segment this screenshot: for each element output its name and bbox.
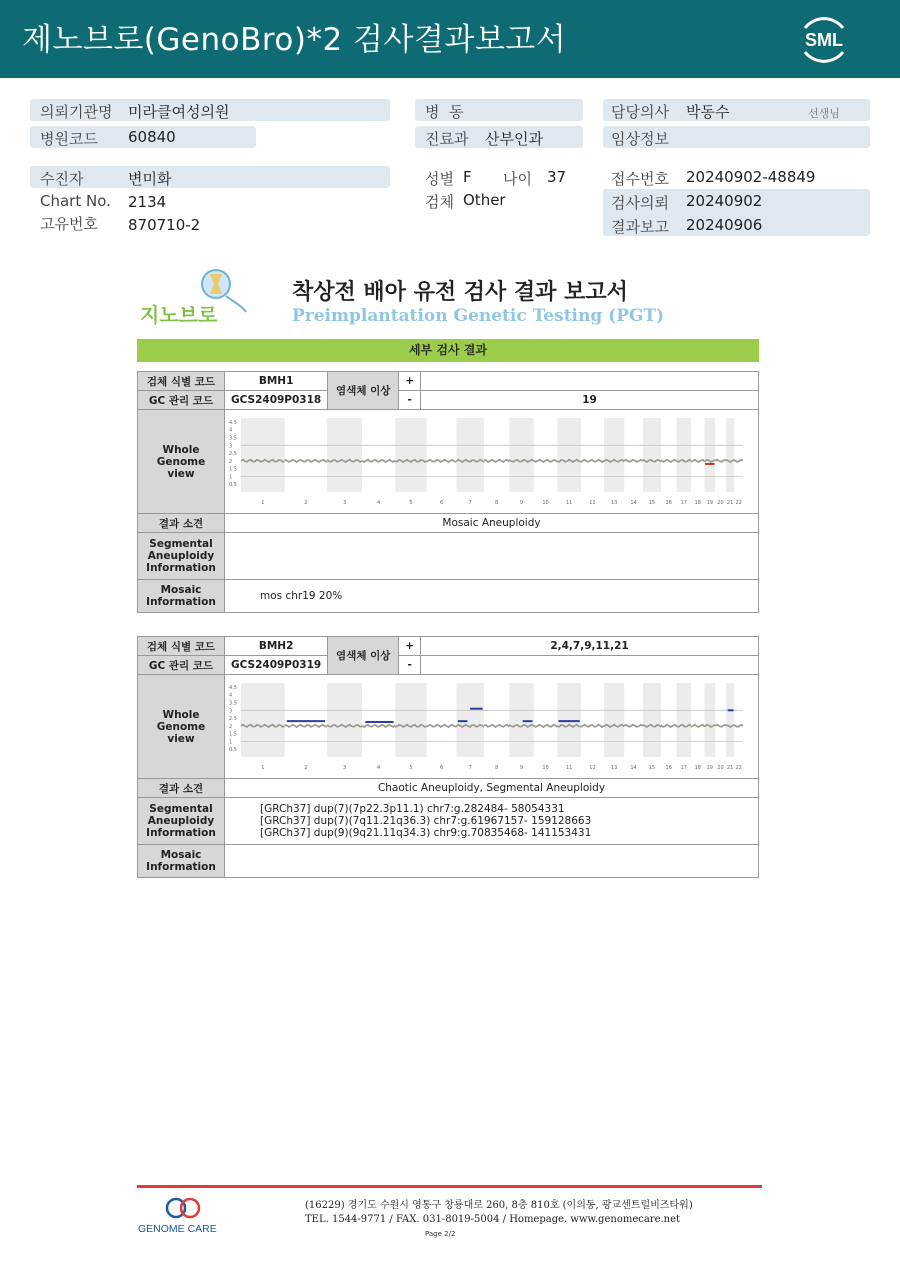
genobro-logo-icon <box>138 262 253 330</box>
chromosome-band <box>643 418 661 492</box>
minus-value <box>421 656 759 675</box>
y-tick-label: 1.5 <box>229 731 237 738</box>
sml-logo-icon <box>797 12 851 66</box>
x-tick-label: 7 <box>468 765 472 771</box>
x-tick-label: 8 <box>494 500 499 506</box>
x-tick-label: 7 <box>468 500 472 506</box>
mosaic-text <box>225 845 759 878</box>
chromosome-band <box>456 683 484 757</box>
y-tick-label: 2 <box>229 458 233 465</box>
x-tick-label: 5 <box>409 500 413 506</box>
genome-plot-cell <box>225 410 759 514</box>
copy-number-trace <box>624 725 643 727</box>
copy-number-trace <box>624 460 643 462</box>
x-tick-label: 20 <box>717 765 724 771</box>
genome-care-logo-icon <box>138 1196 228 1236</box>
specimen: Other <box>463 191 506 209</box>
x-tick-label: 21 <box>726 765 734 771</box>
report-title: 제노브로(GenoBro)*2 검사결과보고서 <box>22 22 567 58</box>
chrom-abn-label: 염색체 이상 <box>328 637 399 675</box>
sex-label: 성별 <box>425 170 454 188</box>
x-tick-label: 9 <box>519 765 524 771</box>
dept: 산부인과 <box>485 130 543 148</box>
copy-number-trace <box>362 725 395 728</box>
age-label: 나이 <box>503 170 532 188</box>
svg-text:GENOME CARE: GENOME CARE <box>138 1223 217 1235</box>
x-tick-label: 4 <box>377 500 381 506</box>
result-text: Mosaic Aneuploidy <box>225 514 759 533</box>
minus-value: 19 <box>421 391 759 410</box>
minus-label: - <box>399 391 421 410</box>
chart-label: Chart No. <box>40 192 111 210</box>
result-label: 결과 소견 <box>138 514 225 533</box>
segmental-label: Segmental Aneuploidy Information <box>138 798 225 845</box>
x-tick-label: 13 <box>610 765 618 771</box>
patient-label: 수진자 <box>40 170 84 188</box>
y-tick-label: 3 <box>229 443 233 450</box>
report-label: 결과보고 <box>611 218 669 236</box>
chromosome-band <box>705 418 715 492</box>
y-tick-label: 1 <box>229 474 233 481</box>
chromosome-band <box>604 418 624 492</box>
plus-value: 2,4,7,9,11,21 <box>421 637 759 656</box>
result-label: 결과 소견 <box>138 779 225 798</box>
x-tick-label: 3 <box>342 765 347 771</box>
chromosome-band <box>604 683 624 757</box>
address-line: (16229) 경기도 수원시 영통구 창룡대로 260, 8층 810호 (이의동, 광교센트럴비즈타워) <box>305 1200 693 1211</box>
y-tick-label: 0.5 <box>229 482 237 489</box>
whole-genome-label: Whole Genome view <box>138 410 225 514</box>
report-title-english: Preimplantation Genetic Testing (PGT) <box>292 306 665 326</box>
chromosome-band <box>557 683 581 757</box>
copy-number-trace <box>285 725 327 728</box>
y-tick-label: 3.5 <box>229 435 237 442</box>
x-tick-label: 20 <box>717 500 724 506</box>
clinical-label: 임상정보 <box>611 130 669 148</box>
x-tick-label: 18 <box>694 765 701 771</box>
x-tick-label: 9 <box>519 500 524 506</box>
req-org: 미라클여성의원 <box>128 103 230 121</box>
y-tick-label: 1 <box>229 739 233 746</box>
genome-plot-2 <box>227 677 747 773</box>
chromosome-band <box>327 418 362 492</box>
genome-plot-1 <box>227 412 747 508</box>
segmental-text <box>225 533 759 580</box>
whole-genome-label: Whole Genome view <box>138 675 225 779</box>
dept-label: 진료과 <box>425 130 469 148</box>
x-tick-label: 2 <box>304 500 308 506</box>
x-tick-label: 10 <box>542 500 549 506</box>
x-tick-label: 17 <box>680 765 687 771</box>
svg-text:지노브로: 지노브로 <box>140 303 218 327</box>
req-org-label: 의뢰기관명 <box>40 103 113 121</box>
x-tick-label: 8 <box>494 765 499 771</box>
y-tick-label: 4.5 <box>229 684 237 691</box>
y-tick-label: 1.5 <box>229 466 237 473</box>
doctor-label: 담당의사 <box>611 103 669 121</box>
mosaic-label: Mosaic Information <box>138 845 225 878</box>
y-tick-label: 3 <box>229 708 233 715</box>
copy-number-trace <box>734 460 743 462</box>
chromosome-band <box>241 418 285 492</box>
y-tick-label: 3.5 <box>229 700 237 707</box>
chromosome-band <box>509 418 533 492</box>
x-tick-label: 22 <box>735 500 742 506</box>
request-label: 검사의뢰 <box>611 194 669 212</box>
chromosome-band <box>395 683 426 757</box>
segmental-text <box>225 798 759 845</box>
sample-table-2 <box>137 636 759 878</box>
chromosome-band <box>241 683 285 757</box>
chromosome-band <box>395 418 426 492</box>
chromosome-band <box>557 418 581 492</box>
chromosome-band <box>327 683 362 757</box>
svg-text:SML: SML <box>805 30 843 50</box>
gc-code-label: GC 관리 코드 <box>138 656 225 675</box>
patient: 변미화 <box>128 170 172 188</box>
y-tick-label: 4 <box>229 692 233 699</box>
copy-number-trace <box>285 460 327 463</box>
x-tick-label: 5 <box>409 765 413 771</box>
hosp-code: 60840 <box>128 128 176 146</box>
x-tick-label: 10 <box>542 765 549 771</box>
chromosome-band <box>643 683 661 757</box>
specimen-label: 검체 <box>425 193 454 211</box>
x-tick-label: 16 <box>665 500 672 506</box>
x-tick-label: 2 <box>304 765 308 771</box>
request-date: 20240902 <box>686 192 763 210</box>
x-tick-label: 21 <box>726 500 734 506</box>
x-tick-label: 22 <box>735 765 742 771</box>
y-tick-label: 4 <box>229 427 233 434</box>
section-header: 세부 검사 결과 <box>137 339 759 362</box>
receipt-label: 접수번호 <box>611 170 669 188</box>
uid-label: 고유번호 <box>40 215 98 233</box>
chromosome-band <box>456 418 484 492</box>
segmental-line: [GRCh37] dup(9)(9q21.11q34.3) chr9:g.70835468- 141153431 <box>260 827 592 839</box>
x-tick-label: 1 <box>261 765 265 771</box>
x-tick-label: 15 <box>648 500 656 506</box>
segmental-line: [GRCh37] dup(7)(7q11.21q36.3) chr7:g.61967157- 159128663 <box>260 815 592 827</box>
chromosome-band <box>726 418 734 492</box>
chromosome-band <box>677 683 691 757</box>
sample-table-1 <box>137 371 759 613</box>
x-tick-label: 16 <box>665 765 672 771</box>
chromosome-band <box>726 683 734 757</box>
sex: F <box>463 168 472 186</box>
plus-label: + <box>399 637 421 656</box>
result-text: Chaotic Aneuploidy, Segmental Aneuploidy <box>225 779 759 798</box>
y-tick-label: 4.5 <box>229 419 237 426</box>
chart-no: 2134 <box>128 193 167 211</box>
x-tick-label: 4 <box>377 765 381 771</box>
ward-label: 병 동 <box>425 103 464 121</box>
copy-number-trace <box>362 460 395 463</box>
x-tick-label: 14 <box>630 765 637 771</box>
x-tick-label: 17 <box>680 500 687 506</box>
pill-patient <box>30 166 390 188</box>
x-tick-label: 14 <box>630 500 637 506</box>
mosaic-label: Mosaic Information <box>138 580 225 613</box>
page-number: Page 2/2 <box>425 1230 456 1238</box>
x-tick-label: 11 <box>565 500 573 506</box>
y-tick-label: 2 <box>229 723 233 730</box>
chromosome-band <box>509 683 533 757</box>
gc-code: GCS2409P0318 <box>225 391 328 410</box>
plus-value <box>421 372 759 391</box>
chromosome-band <box>677 418 691 492</box>
report-title-korean: 착상전 배아 유전 검사 결과 보고서 <box>292 280 628 305</box>
sample-id: BMH1 <box>225 372 328 391</box>
x-tick-label: 1 <box>261 500 265 506</box>
y-tick-label: 0.5 <box>229 747 237 754</box>
chrom-abn-label: 염색체 이상 <box>328 372 399 410</box>
age: 37 <box>547 168 567 186</box>
segmental-line: [GRCh37] dup(7)(7p22.3p11.1) chr7:g.282484- 58054331 <box>260 803 565 815</box>
gc-code-label: GC 관리 코드 <box>138 391 225 410</box>
y-tick-label: 2.5 <box>229 716 237 723</box>
y-tick-label: 2.5 <box>229 451 237 458</box>
x-tick-label: 12 <box>589 500 596 506</box>
mosaic-text: mos chr19 20% <box>225 580 759 613</box>
x-tick-label: 15 <box>648 765 656 771</box>
copy-number-trace <box>734 725 743 727</box>
x-tick-label: 12 <box>589 765 596 771</box>
report-date: 20240906 <box>686 216 763 234</box>
copy-number-trace <box>484 725 509 728</box>
x-tick-label: 6 <box>439 500 444 506</box>
x-tick-label: 18 <box>694 500 701 506</box>
contact-line: TEL. 1544-9771 / FAX. 031-8019-5004 / Homepage. www.genomecare.net <box>305 1214 681 1225</box>
footer-divider <box>137 1185 762 1188</box>
receipt: 20240902-48849 <box>686 168 816 186</box>
doctor-suffix: 선생님 <box>808 107 840 120</box>
x-tick-label: 19 <box>706 765 713 771</box>
x-tick-label: 11 <box>565 765 573 771</box>
x-tick-label: 6 <box>439 765 444 771</box>
genome-plot-cell <box>225 675 759 779</box>
chromosome-band <box>705 683 715 757</box>
segmental-label: Segmental Aneuploidy Information <box>138 533 225 580</box>
minus-label: - <box>399 656 421 675</box>
gc-code: GCS2409P0319 <box>225 656 328 675</box>
x-tick-label: 13 <box>610 500 618 506</box>
x-tick-label: 19 <box>706 500 713 506</box>
sample-id-label: 검체 식별 코드 <box>138 372 225 391</box>
doctor: 박동수 <box>686 103 730 121</box>
x-tick-label: 3 <box>342 500 347 506</box>
copy-number-trace <box>484 460 509 463</box>
sample-id: BMH2 <box>225 637 328 656</box>
uid: 870710-2 <box>128 216 201 234</box>
plus-label: + <box>399 372 421 391</box>
footer-address <box>305 1199 693 1227</box>
hosp-code-label: 병원코드 <box>40 130 98 148</box>
header-bar <box>0 0 900 78</box>
sample-id-label: 검체 식별 코드 <box>138 637 225 656</box>
